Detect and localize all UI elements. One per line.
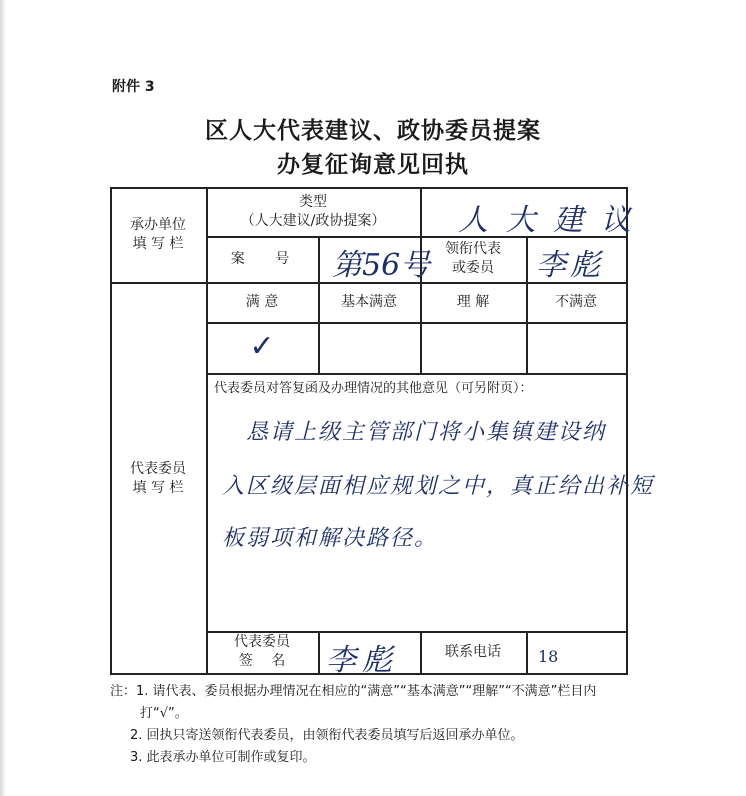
rep-section-label xyxy=(110,282,206,675)
phone-label: 联系电话 xyxy=(445,643,501,660)
lead-rep-label-line2: 或委员 xyxy=(452,260,494,276)
attachment-label: 附件 3 xyxy=(112,79,155,95)
check-cell-understand[interactable] xyxy=(420,322,526,373)
org-section-line1: 承办单位 xyxy=(130,216,186,233)
row-line-checks xyxy=(206,373,627,375)
opinion-line[interactable]: 入区级层面相应规划之中，真正给出补短 xyxy=(222,474,655,499)
opinion-line[interactable]: 板弱项和解决路径。 xyxy=(222,526,439,551)
header-understand: 理 解 xyxy=(456,293,490,310)
note-item: 3. 此表承办单位可制作或复印。 xyxy=(130,750,316,765)
sign-label-cell xyxy=(206,631,318,673)
form-border-right xyxy=(626,187,628,675)
opinion-line[interactable]: 恳请上级主管部门将小集镇建设纳 xyxy=(246,420,607,445)
check-mark-icon: ✓ xyxy=(249,329,275,365)
case-no-label: 案 号 xyxy=(230,250,294,267)
header-basically-satisfied: 基本满意 xyxy=(341,293,397,310)
note-item: 注：1. 请代表、委员根据办理情况在相应的“满意”“基本满意”“理解”“不满意”栏目内 xyxy=(110,684,597,699)
header-satisfied: 满 意 xyxy=(245,293,279,310)
lead-rep-value[interactable]: 李彪 xyxy=(536,248,604,283)
check-cell-satisfied[interactable] xyxy=(206,322,318,373)
lead-rep-label-cell xyxy=(420,236,526,282)
notes xyxy=(110,681,640,769)
header-unsatisfied: 不满意 xyxy=(555,293,597,310)
col-line-phone-value xyxy=(526,631,528,675)
lead-rep-label-line1: 领衔代表 xyxy=(445,241,501,258)
phone-value[interactable]: 18 xyxy=(538,647,559,666)
type-value[interactable]: 人 大 建 议 xyxy=(458,203,635,238)
check-cell-unsatisfied[interactable] xyxy=(526,322,626,373)
document-subtitle: 办复征询意见回执 xyxy=(277,151,469,178)
type-sub-label: （人大建议/政协提案） xyxy=(240,212,386,229)
signature-value[interactable]: 李彪 xyxy=(326,643,398,678)
type-label-cell xyxy=(206,187,420,236)
org-section-label xyxy=(110,187,206,282)
col-line-sign xyxy=(318,631,320,675)
case-no-value[interactable]: 第56号 xyxy=(332,248,431,283)
sign-label-line1: 代表委员 xyxy=(234,634,290,651)
note-item: 打“√”。 xyxy=(140,706,188,721)
org-section-line2: 填 写 栏 xyxy=(132,235,184,252)
note-item: 2. 回执只寄送领衔代表委员，由领衔代表委员填写后返回承办单位。 xyxy=(130,728,524,743)
opinion-label: 代表委员对答复函及办理情况的其他意见（可另附页）： xyxy=(214,381,533,396)
rep-section-line2: 填 写 栏 xyxy=(132,479,184,496)
receipt-form xyxy=(110,187,655,678)
sign-label-line2: 签 名 xyxy=(238,653,286,669)
check-cell-basically-satisfied[interactable] xyxy=(318,322,420,373)
document-title: 区人大代表建议、政协委员提案 xyxy=(205,117,541,144)
rep-section-line1: 代表委员 xyxy=(130,460,186,477)
type-label: 类型 xyxy=(299,193,327,210)
